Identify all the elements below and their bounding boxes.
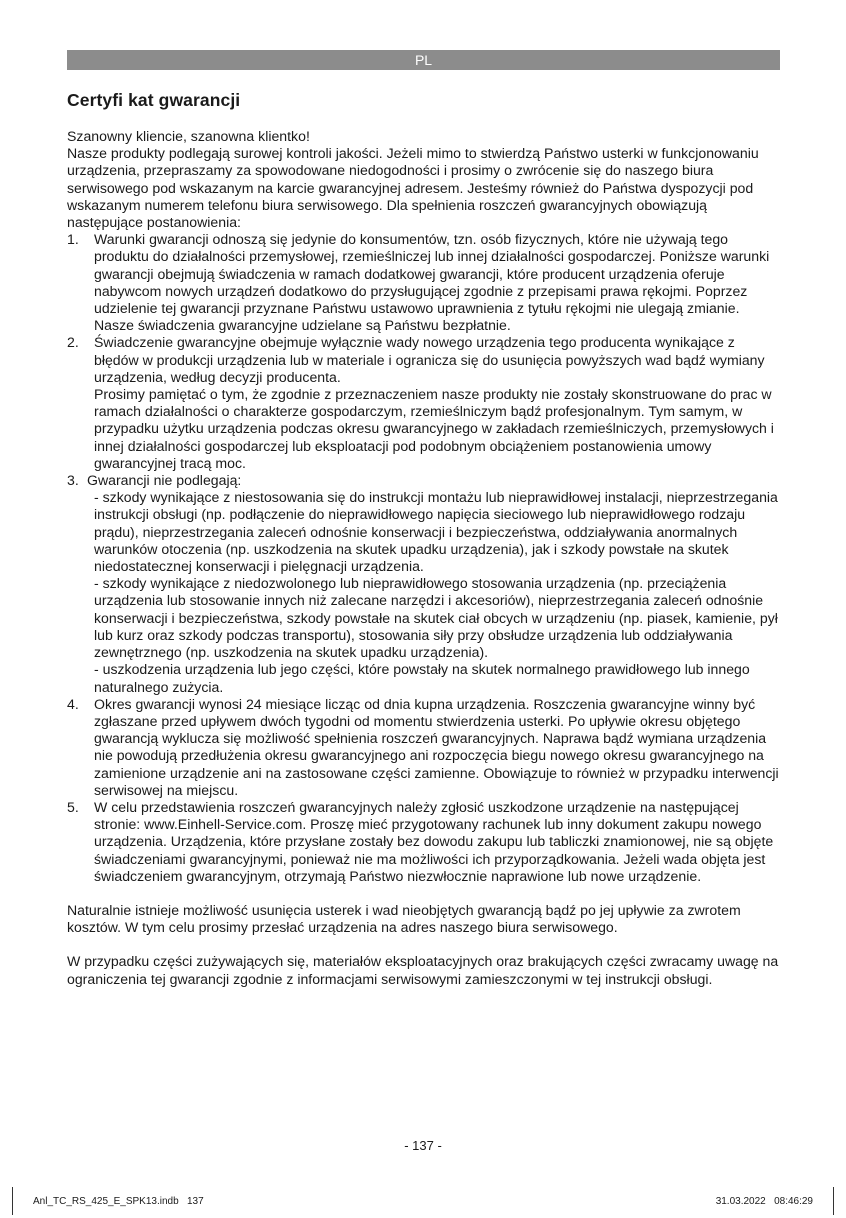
crop-mark — [12, 1187, 13, 1215]
item-paragraph: Okres gwarancji wynosi 24 miesiące licząc od dnia kupna urządzenia. Roszczenia gwarancyjne winny być zgłaszane przed upływem dwóch tygodni od momentu stwierdzenia usterki. Po upływie okresu objętego gwarancją wyklucza się możliwość spełnienia roszczeń gwarancyjnych. Naprawa bądź wymiana urządzenia nie powodują przedłużenia okresu gwarancyjnego ani rozpoczęcia biegu nowego okresu gwarancyjnego na zamienione urządzenie ani na zastosowane części zamienne. Obowiązuje to również w przypadku interwencji serwisowej na miejscu. — [94, 695, 779, 798]
page-title: Certyfi kat gwarancji — [67, 90, 241, 110]
item-paragraph: - uszkodzenia urządzenia lub jego części, które powstały na skutek normalnego prawidłowego lub innego naturalnego zużycia. — [94, 661, 750, 695]
item-number: 2. — [67, 334, 79, 351]
list-item — [67, 334, 780, 472]
closing-paragraph: W przypadku części zużywających się, materiałów eksploatacyjnych oraz brakujących części zwracamy uwagę na ograniczenia tej gwarancji zgodnie z informacjami serwisowymi zamieszczonymi w tej instrukcji obsługi. — [67, 953, 779, 987]
footer-filename: Anl_TC_RS_425_E_SPK13.indb 137 — [33, 1196, 204, 1207]
item-number: 3. — [67, 472, 79, 489]
conditions-list — [67, 231, 780, 885]
list-item — [67, 696, 780, 799]
item-paragraph: W celu przedstawienia roszczeń gwarancyjnych należy zgłosić uszkodzone urządzenie na następującej stronie: www.Einhell-Service.com. Proszę mieć przygotowany rachunek lub inny dokument zakupu nowego urządzenia. Urządzenia, które przysłane zostały bez dowodu zakupu lub tabliczki znamionowej, nie są objęte świadczeniami gwarancyjnymi, ponieważ nie ma możliwości ich przyporządkowania. Jeżeli wada objęta jest świadczeniem gwarancyjnym, otrzymają Państwo niezwłocznie naprawione lub nowe urządzenie. — [94, 798, 774, 884]
intro-paragraph: Nasze produkty podlegają surowej kontroli jakości. Jeżeli mimo to stwierdzą Państwo usterki w funkcjonowaniu urządzenia, przepraszamy za spowodowane niedogodności i prosimy o zwrócenie się do naszego biura serwisowego pod wskazanym na karcie gwarancyjnej adresem. Jesteśmy również do Państwa dyspozycji pod wskazanym numerem telefonu biura serwisowego. Dla spełnienia roszczeń gwarancyjnych obowiązują następujące postanowienia: — [67, 145, 759, 231]
item-paragraph: Świadczenie gwarancyjne obejmuje wyłącznie wady nowego urządzenia tego producenta wynikające z błędów w produkcji urządzenia lub w materiale i ogranicza się do usunięcia powyższych wad bądź wymiany urządzenia, według decyzji producenta. — [94, 334, 765, 385]
item-number: 5. — [67, 798, 79, 815]
closing-paragraph: Naturalnie istnieje możliwość usunięcia usterek i wad nieobjętych gwarancją bądź po jej upływie za zwrotem kosztów. W tym celu prosimy przesłać urządzenia na adres naszego biura serwisowego. — [67, 901, 741, 936]
item-paragraph: - szkody wynikające z niestosowania się do instrukcji montażu lub nieprawidłowej instalacji, nieprzestrzegania instrukcji obsługi (np. podłączenie do nieprawidłowego napięcia sieciowego lub nieprawidłowego rodzaju prądu), nieprzestrzegania zaleceń odnośnie konserwacji i bezpieczeństwa, oddziaływania anormalnych warunków otoczenia (np. uszkodzenia na skutek upadku urządzenia), jak i szkody powstałe na skutek niedostatecznej konserwacji i pielęgnacji urządzenia. — [94, 489, 778, 575]
item-paragraph: Prosimy pamiętać o tym, że zgodnie z przeznaczeniem nasze produkty nie zostały skonstruowane do prac w ramach działalności o charakterze gospodarczym, rzemieślniczym bądź profesjonalnym. Tym samym, w przypadku użytku urządzenia podczas okresu gwarancyjnego w zakładach rzemieślniczych, przemysłowych i innej działalności gospodarczej lub eksploatacji pod podobnym obciążeniem postanowienia umowy gwarancyjnej tracą moc. — [94, 386, 774, 471]
list-item — [67, 472, 780, 489]
item-paragraph: - szkody wynikające z niedozwolonego lub nieprawidłowego stosowania urządzenia (np. przeciążenia urządzenia lub stosowanie innych niż zalecane narzędzi i akcesoriów), nieprzestrzegania zaleceń odnośnie konserwacji i bezpieczeństwa, szkody powstałe na skutek ciał obcych w urządzeniu (np. piasek, kamienie, pył lub kurz oraz szkody podczas transportu), stosowania siły przy obsłudze urządzenia lub oddziaływania zewnętrznego (np. uszkodzenia na skutek upadku urządzenia). — [94, 575, 778, 661]
crop-mark — [833, 1187, 834, 1215]
language-label: PL — [414, 52, 433, 68]
item-paragraph: Warunki gwarancji odnoszą się jedynie do konsumentów, tzn. osób fizycznych, które nie używają tego produktu do działalności przemysłowej, rzemieślniczej lub innej działalności gospodarczej. Poniższe warunki gwarancji obejmują świadczenia w ramach dodatkowej gwarancji, które producent urządzenia oferuje nabywcom nowych urządzeń dodatkowo do przysługującej zgodnie z przepisami prawa rękojmi. Poprzez udzielenie tej gwarancji przyznane Państwu ustawowo uprawnienia z tytułu rękojmi nie ulegają zmianie. Nasze świadczenia gwarancyjne udzielane są Państwu bezpłatnie. — [94, 231, 770, 334]
footer-timestamp: 31.03.2022 08:46:29 — [715, 1196, 813, 1207]
list-item-sub — [67, 489, 780, 695]
item-number: 1. — [67, 231, 79, 248]
item-lead: Gwarancji nie podlegają: — [87, 472, 242, 489]
warranty-text — [67, 128, 780, 988]
greeting: Szanowny kliencie, szanowna klientko! — [67, 128, 310, 144]
item-number: 4. — [67, 695, 79, 712]
list-item — [67, 231, 780, 334]
page-number: - 137 - — [404, 1138, 442, 1153]
list-item — [67, 799, 780, 885]
language-header-bar — [67, 50, 780, 70]
